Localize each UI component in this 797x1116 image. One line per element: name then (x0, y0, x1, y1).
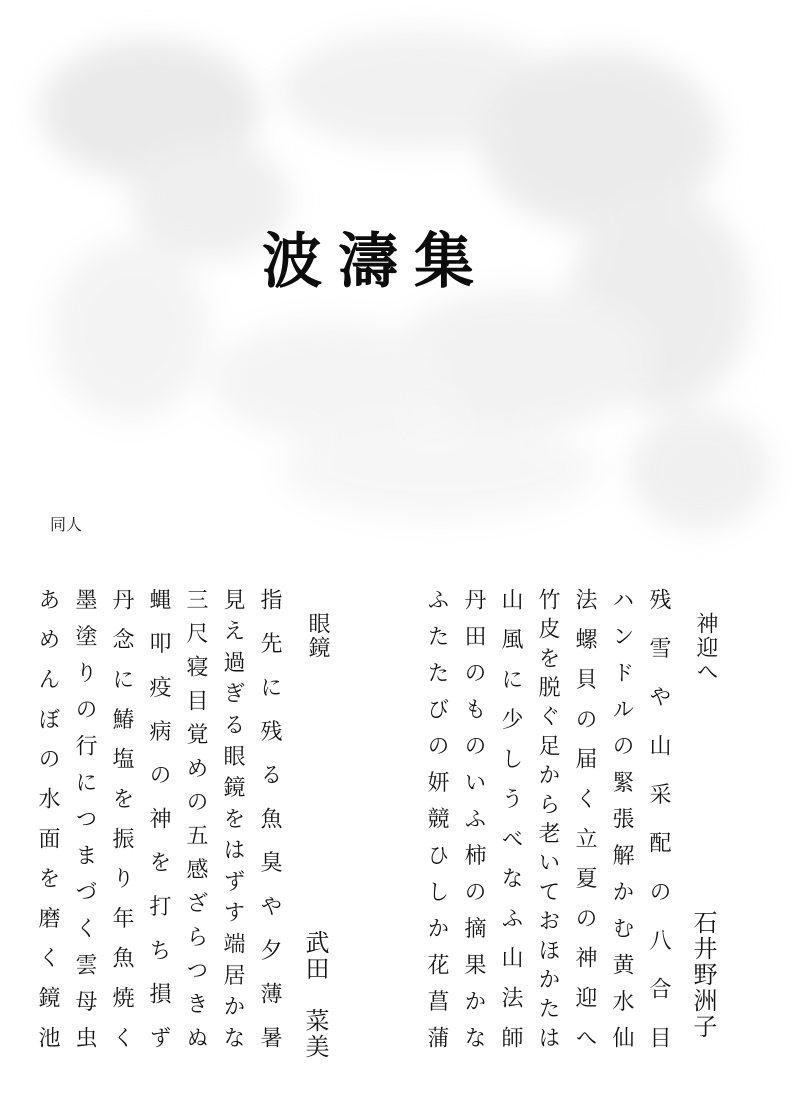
haiku-line: 墨塗りの行につまづく雲母虫 (72, 588, 97, 1048)
section1-heading: 神迎へ (693, 612, 718, 684)
haiku-line: 残雪や山采配の八合目 (646, 588, 671, 1048)
haiku-line: 丹念に鰆塩を振り年魚焼く (109, 588, 134, 1048)
haiku-line: あめんぼの水面を磨く鏡池 (35, 588, 60, 1048)
haiku-line: 法螺貝の届く立夏の神迎へ (572, 588, 597, 1048)
haiku-line: 三尺寝目覚めの五感ざらつきぬ (183, 588, 208, 1048)
haiku-line: 丹田のものいふ柿の摘果かな (461, 588, 486, 1048)
section2-author: 武田 菜美 (301, 930, 329, 1060)
haiku-line: ハンドルの緊張解かむ黄水仙 (609, 588, 634, 1048)
haiku-line: 指先に残る魚臭や夕薄暑 (257, 588, 282, 1048)
haiku-line: ふたたびの妍競ひしか花菖蒲 (424, 588, 449, 1048)
section1-author: 石井野洲子 (689, 910, 717, 1040)
page-title: 波濤集 (262, 227, 490, 297)
haiku-line: 山風に少しうべなふ山法師 (498, 588, 523, 1048)
section2-heading: 眼鏡 (305, 612, 330, 660)
member-category-label: 同人 (50, 515, 83, 534)
haiku-line: 竹皮を脱ぐ足から老いておほかたは (535, 588, 560, 1048)
haiku-line: 蝿叩疫病の神を打ち損ず (146, 588, 171, 1048)
haiku-line: 見え過ぎる眼鏡をはずす端居かな (220, 588, 245, 1048)
